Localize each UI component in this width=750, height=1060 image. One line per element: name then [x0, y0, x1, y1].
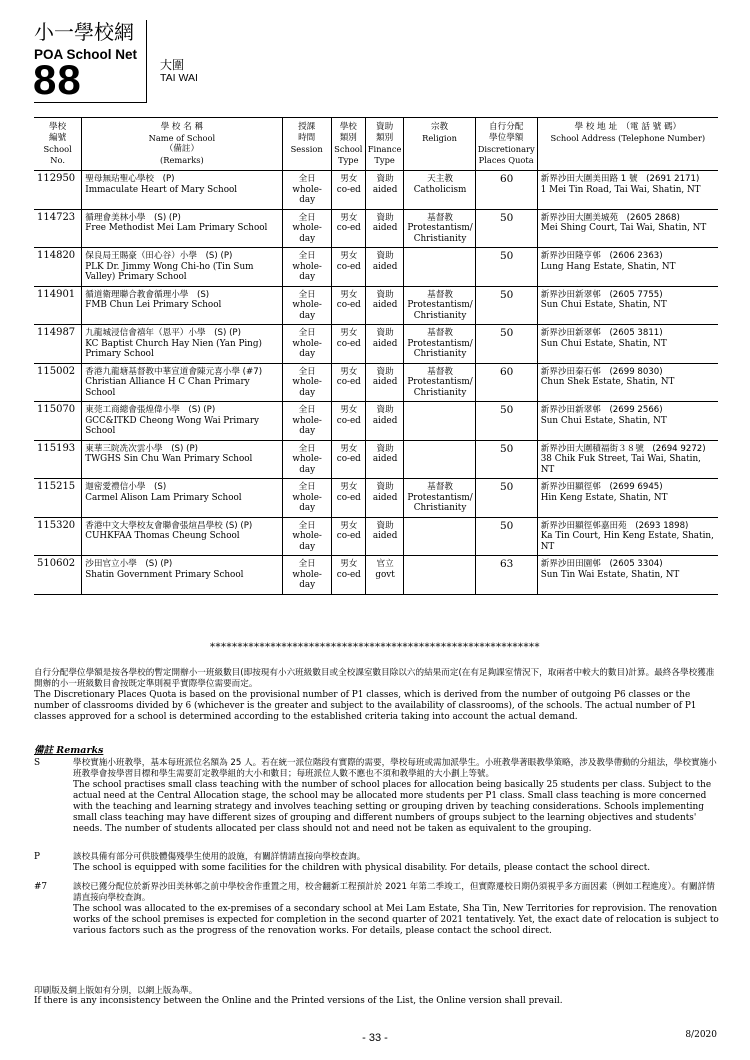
- session-en: whole-day: [292, 415, 322, 436]
- remark-7: [34, 882, 720, 937]
- school-code: 115215: [34, 479, 82, 518]
- places-quota: 50: [475, 440, 537, 479]
- school-table: [34, 117, 718, 595]
- school-name-en: CUHKFAA Thomas Cheung School: [85, 531, 240, 541]
- session: [282, 479, 331, 518]
- school-name-en: Shatin Government Primary School: [85, 569, 244, 580]
- religion: [404, 171, 475, 210]
- religion-en: Protestantism/ Christianity: [407, 338, 473, 359]
- address-zh: 新界沙田新翠邨 (2605 3811): [540, 328, 663, 338]
- address-en: Lung Hang Estate, Shatin, NT: [540, 261, 676, 272]
- places-quota: 50: [475, 517, 537, 556]
- finance-type: [365, 171, 404, 210]
- remark-text-en: The school is equipped with some facilities for the children with physical disability. For details, please contact the school direct.: [73, 863, 651, 873]
- page-title-zh: 小一學校網: [34, 20, 134, 44]
- places-quota: 50: [475, 479, 537, 518]
- school-type: [331, 556, 365, 595]
- session-zh: 全日: [298, 520, 316, 531]
- table-row: [34, 440, 718, 479]
- col-header-finance: 資助 類別 Finance Type: [365, 118, 404, 171]
- finance-type-zh: 資助: [376, 328, 394, 338]
- table-row: [34, 286, 718, 325]
- school-type-en: co-ed: [336, 261, 361, 272]
- table-row: [34, 556, 718, 595]
- address-zh: 新界沙田顯徑邨嘉田苑 (2693 1898): [540, 520, 689, 531]
- finance-type-zh: 官立: [376, 559, 394, 569]
- address-en: Sun Chui Estate, Shatin, NT: [540, 300, 667, 310]
- session: [282, 440, 331, 479]
- school-name-zh: 香港九龍塘基督教中華宣道會陳元喜小學 (#7): [85, 366, 263, 377]
- school-code: 114987: [34, 325, 82, 364]
- school-type-en: co-ed: [336, 223, 361, 233]
- religion: [404, 325, 475, 364]
- address-zh: 新界沙田大圍美城苑 (2605 2868): [540, 212, 680, 223]
- col-header-code: 學校 編號 School No.: [34, 118, 82, 171]
- remark-text-zh: 該校具備有部分可供肢體傷殘學生使用的設施，有關詳情請直接向學校查詢。: [73, 852, 366, 862]
- address-zh: 新界沙田秦石邨 (2699 8030): [540, 366, 663, 377]
- school-address: [537, 171, 718, 210]
- finance-type: [365, 440, 404, 479]
- finance-type: [365, 286, 404, 325]
- finance-type-en: aided: [372, 454, 398, 464]
- remark-key: #7: [34, 882, 48, 892]
- school-name: [82, 556, 282, 595]
- school-type: [331, 440, 365, 479]
- col-header-session: 授課 時間 Session: [282, 118, 331, 171]
- table-row: [34, 363, 718, 402]
- address-en: Hin Keng Estate, Shatin, NT: [540, 492, 668, 503]
- finance-type-zh: 資助: [376, 482, 394, 492]
- school-type-zh: 男女: [340, 366, 358, 377]
- religion: [404, 363, 475, 402]
- table-row: [34, 402, 718, 441]
- places-quota: 50: [475, 402, 537, 441]
- school-type-zh: 男女: [340, 251, 358, 261]
- school-name: [82, 402, 282, 441]
- remark-s: [34, 758, 720, 835]
- address-zh: 新界沙田大圍美田路 1 號 (2691 2171): [540, 174, 700, 184]
- finance-type-zh: 資助: [376, 443, 394, 454]
- col-header-religion: 宗教 Religion: [404, 118, 475, 171]
- school-type: [331, 248, 365, 287]
- religion: [404, 248, 475, 287]
- school-type: [331, 402, 365, 441]
- school-name-en: GCC&ITKD Cheong Wong Wai Primary School: [85, 415, 260, 436]
- finance-type-zh: 資助: [376, 405, 394, 415]
- school-name: [82, 209, 282, 248]
- finance-type-en: aided: [372, 223, 398, 233]
- session-en: whole-day: [292, 454, 322, 475]
- table-row: [34, 517, 718, 556]
- session-en: whole-day: [292, 377, 322, 398]
- school-type: [331, 171, 365, 210]
- finance-type-en: aided: [372, 184, 398, 195]
- print-date: 8/2020: [685, 1030, 717, 1040]
- address-en: Chun Shek Estate, Shatin, NT: [540, 377, 675, 387]
- school-type: [331, 209, 365, 248]
- school-type: [331, 517, 365, 556]
- school-type-en: co-ed: [336, 492, 361, 503]
- session-zh: 全日: [298, 212, 316, 223]
- school-address: [537, 248, 718, 287]
- finance-type: [365, 556, 404, 595]
- school-type: [331, 325, 365, 364]
- school-type-zh: 男女: [340, 559, 358, 569]
- col-header-name: 學 校 名 稱 Name of School （備註） (Remarks): [82, 118, 282, 171]
- school-name-zh: 沙田官立小學 (S) (P): [85, 559, 173, 569]
- table-row: [34, 325, 718, 364]
- remark-text-en: The school practises small class teaching with the number of school places for allocation being basically 25 students per class. Subject to the actual need at the Central Allocation stage, the school may be allocated more students per P1 class. Small class teaching is more concerned with the teaching and learning strategy and involves teaching setting or grouping driven by teaching considerations. Schools implementing small class teaching may have different sizes of grouping and different numbers of groups subject to the learning objectives and students' needs. The number of students allocated per class should not and need not be taken as equivalent to the grouping.: [73, 780, 712, 834]
- school-name-zh: 香港中文大學校友會聯會張煊昌學校 (S) (P): [85, 520, 253, 531]
- finance-type-zh: 資助: [376, 289, 394, 300]
- finance-type: [365, 325, 404, 364]
- col-header-school-type: 學校 類別 School Type: [331, 118, 365, 171]
- religion-en: Protestantism/ Christianity: [407, 492, 473, 513]
- school-name-en: Immaculate Heart of Mary School: [85, 184, 238, 195]
- finance-type-en: govt: [375, 569, 395, 580]
- school-name-en: Carmel Alison Lam Primary School: [85, 492, 242, 503]
- session: [282, 363, 331, 402]
- school-type-en: co-ed: [336, 415, 361, 426]
- footer-note-zh: 印刷版及網上版如有分別，以網上版為準。: [34, 986, 198, 996]
- session-en: whole-day: [292, 531, 322, 552]
- school-code: 112950: [34, 171, 82, 210]
- school-address: [537, 440, 718, 479]
- session-zh: 全日: [298, 289, 316, 300]
- session-zh: 全日: [298, 328, 316, 338]
- address-en: Sun Chui Estate, Shatin, NT: [540, 415, 667, 426]
- session-en: whole-day: [292, 338, 322, 359]
- session-en: whole-day: [292, 184, 322, 205]
- session: [282, 209, 331, 248]
- remark-key: S: [34, 758, 41, 768]
- address-en: 38 Chik Fuk Street, Tai Wai, Shatin, NT: [540, 454, 701, 475]
- session-zh: 全日: [298, 405, 316, 415]
- school-type-en: co-ed: [336, 569, 361, 580]
- school-name-en: PLK Dr. Jimmy Wong Chi-ho (Tin Sum Valley) Primary School: [85, 261, 254, 282]
- school-type-zh: 男女: [340, 289, 358, 300]
- school-type-zh: 男女: [340, 443, 358, 454]
- school-type: [331, 479, 365, 518]
- religion-zh: 基督教: [427, 328, 453, 338]
- remark-p: [34, 852, 720, 874]
- finance-type: [365, 209, 404, 248]
- school-name-en: Christian Alliance H C Chan Primary School: [85, 377, 250, 398]
- session: [282, 286, 331, 325]
- school-name: [82, 171, 282, 210]
- school-address: [537, 325, 718, 364]
- remark-text-zh: 該校已獲分配位於新界沙田美林邨之前中學校舍作重置之用，校舍翻新工程預計於 2021 年第二季竣工，但實際遷校日期仍須視乎多方面因素（例如工程進度）。有關詳情請直接向學校查詢。: [73, 882, 715, 903]
- school-code: 114820: [34, 248, 82, 287]
- session: [282, 402, 331, 441]
- session-zh: 全日: [298, 443, 316, 454]
- table-header-row: [34, 118, 718, 171]
- school-address: [537, 517, 718, 556]
- finance-type-en: aided: [372, 492, 398, 503]
- school-address: [537, 363, 718, 402]
- table-row: [34, 209, 718, 248]
- school-name: [82, 286, 282, 325]
- session: [282, 325, 331, 364]
- school-name-zh: 九龍城浸信會禧年（恩平）小學 (S) (P): [85, 328, 241, 338]
- remark-key: P: [34, 852, 40, 862]
- school-type-zh: 男女: [340, 405, 358, 415]
- religion: [404, 402, 475, 441]
- school-name-zh: 循道衛理聯合教會循理小學 (S): [85, 289, 210, 300]
- footer-note-en: If there is any inconsistency between the Online and the Printed versions of the List, the Online version shall prevail.: [34, 996, 563, 1006]
- school-type-zh: 男女: [340, 174, 358, 184]
- school-address: [537, 479, 718, 518]
- remark-text-en: The school was allocated to the ex-premises of a secondary school at Mei Lam Estate, Sha Tin, New Territories for reprovision. The renovation works of the school premises is expected for completion in the second quarter of 2021 tentatively. Yet, the exact date of relocation is subject to various factors such as the progress of the renovation works. For details, please contact the school direct.: [73, 904, 719, 936]
- places-quota: 60: [475, 363, 537, 402]
- religion: [404, 440, 475, 479]
- session-en: whole-day: [292, 300, 322, 321]
- finance-type-en: aided: [372, 377, 398, 387]
- school-name-en: Free Methodist Mei Lam Primary School: [85, 223, 268, 233]
- session-zh: 全日: [298, 559, 316, 569]
- school-type-zh: 男女: [340, 328, 358, 338]
- school-type-en: co-ed: [336, 454, 361, 464]
- school-type: [331, 286, 365, 325]
- school-name-zh: 保良局王賜豪（田心谷）小學 (S) (P): [85, 251, 233, 261]
- session-en: whole-day: [292, 223, 322, 244]
- finance-type: [365, 479, 404, 518]
- religion-en: Catholicism: [413, 184, 467, 195]
- district-name-zh: 大圍: [160, 58, 185, 72]
- school-address: [537, 209, 718, 248]
- session-en: whole-day: [292, 569, 322, 590]
- page-title-en: POA School Net: [34, 47, 138, 62]
- session: [282, 171, 331, 210]
- address-en: Sun Chui Estate, Shatin, NT: [540, 338, 667, 349]
- places-quota: 50: [475, 286, 537, 325]
- religion: [404, 517, 475, 556]
- religion-zh: 基督教: [427, 289, 453, 300]
- finance-type: [365, 248, 404, 287]
- finance-type: [365, 402, 404, 441]
- discretionary-note: [34, 668, 720, 723]
- school-name: [82, 479, 282, 518]
- table-row: [34, 479, 718, 518]
- school-name: [82, 517, 282, 556]
- school-type-en: co-ed: [336, 531, 361, 541]
- page-number: - 33 -: [362, 1032, 388, 1044]
- finance-type-en: aided: [372, 338, 398, 349]
- religion: [404, 286, 475, 325]
- school-code: 114723: [34, 209, 82, 248]
- address-zh: 新界沙田田園邨 (2605 3304): [540, 559, 663, 569]
- religion-en: Protestantism/ Christianity: [407, 300, 473, 321]
- school-name: [82, 325, 282, 364]
- religion-en: Protestantism/ Christianity: [407, 223, 473, 244]
- finance-type: [365, 363, 404, 402]
- session-zh: 全日: [298, 174, 316, 184]
- finance-type-en: aided: [372, 415, 398, 426]
- religion: [404, 479, 475, 518]
- address-zh: 新界沙田隆亨邨 (2606 2363): [540, 251, 663, 261]
- table-row: [34, 248, 718, 287]
- remark-text-zh: 學校實施小班教學，基本每班派位名額為 25 人。若在統一派位階段有實際的需要，學校每班或需加派學生。小班教學著眼教學策略，涉及教學帶動的分組法，學校實施小班教學會按學習目標和學生需要訂定教學組的大小和數目；每班派位人數不應也不須和教學組的大小劃上等號。: [73, 758, 717, 779]
- finance-type-zh: 資助: [376, 366, 394, 377]
- religion-en: Protestantism/ Christianity: [407, 377, 473, 398]
- session-en: whole-day: [292, 492, 322, 513]
- session-en: whole-day: [292, 261, 322, 282]
- address-zh: 新界沙田大圍積福街３８號 (2694 9272): [540, 443, 706, 454]
- school-name: [82, 440, 282, 479]
- remarks-heading: 備註 Remarks: [34, 745, 104, 756]
- school-code: 114901: [34, 286, 82, 325]
- school-type-en: co-ed: [336, 377, 361, 387]
- school-name-en: TWGHS Sin Chu Wan Primary School: [85, 454, 253, 464]
- finance-type: [365, 517, 404, 556]
- session-zh: 全日: [298, 366, 316, 377]
- school-name-zh: 東莞工商總會張煌偉小學 (S) (P): [85, 405, 216, 415]
- school-code: 115320: [34, 517, 82, 556]
- school-net-number: 88: [33, 56, 82, 103]
- session: [282, 517, 331, 556]
- school-type-en: co-ed: [336, 338, 361, 349]
- school-type-zh: 男女: [340, 520, 358, 531]
- session-zh: 全日: [298, 482, 316, 492]
- school-type-zh: 男女: [340, 212, 358, 223]
- school-name: [82, 248, 282, 287]
- address-en: Ka Tin Court, Hin Keng Estate, Shatin, NT: [540, 531, 714, 552]
- school-code: 115193: [34, 440, 82, 479]
- table-row: [34, 171, 718, 210]
- address-en: Mei Shing Court, Tai Wai, Shatin, NT: [540, 223, 707, 233]
- session: [282, 556, 331, 595]
- school-address: [537, 286, 718, 325]
- school-type-en: co-ed: [336, 300, 361, 310]
- session-zh: 全日: [298, 251, 316, 261]
- district-name-en: TAI WAI: [160, 72, 198, 84]
- religion-zh: 基督教: [427, 366, 453, 377]
- places-quota: 50: [475, 209, 537, 248]
- school-type: [331, 363, 365, 402]
- discretionary-note-en: The Discretionary Places Quota is based on the provisional number of P1 classes, which is derived from the number of outgoing P6 classes or the number of classrooms divided by 6 (whichever is the greater and subject to the availability of classrooms), of the schools. The actual number of P1 classes approved for a school is determined according to the established criteria taking into account the actual demand.: [34, 690, 697, 722]
- school-name: [82, 363, 282, 402]
- school-name-zh: 聖母無玷聖心學校 (P): [85, 174, 175, 184]
- school-address: [537, 556, 718, 595]
- school-type-en: co-ed: [336, 184, 361, 195]
- school-type-zh: 男女: [340, 482, 358, 492]
- school-code: 115070: [34, 402, 82, 441]
- school-address: [537, 402, 718, 441]
- finance-type-zh: 資助: [376, 251, 394, 261]
- col-header-quota: 自行分配 學位學額 Discretionary Places Quota: [475, 118, 537, 171]
- finance-type-zh: 資助: [376, 520, 394, 531]
- school-name-en: FMB Chun Lei Primary School: [85, 300, 222, 310]
- religion-zh: 天主教: [427, 174, 453, 184]
- finance-type-en: aided: [372, 531, 398, 541]
- address-zh: 新界沙田顯徑邨 (2699 6945): [540, 482, 663, 492]
- address-zh: 新界沙田新翠邨 (2699 2566): [540, 405, 663, 415]
- address-en: Sun Tin Wai Estate, Shatin, NT: [540, 569, 680, 580]
- religion: [404, 556, 475, 595]
- address-en: 1 Mei Tin Road, Tai Wai, Shatin, NT: [540, 184, 701, 195]
- finance-type-zh: 資助: [376, 174, 394, 184]
- religion-zh: 基督教: [427, 212, 453, 223]
- places-quota: 50: [475, 325, 537, 364]
- col-header-address: 學 校 地 址 （電 話 號 碼） School Address (Telephone Number): [537, 118, 718, 171]
- school-name-zh: 循理會美林小學 (S) (P): [85, 212, 181, 223]
- school-name-en: KC Baptist Church Hay Nien (Yan Ping) Primary School: [85, 338, 262, 359]
- places-quota: 60: [475, 171, 537, 210]
- school-code: 115002: [34, 363, 82, 402]
- separator-stars: ************************************************************: [210, 642, 540, 653]
- discretionary-note-zh: 自行分配學位學額是按各學校的暫定開辦小一班級數目(即按現有小六班級數目或全校課室數目除以六的結果而定(在有足夠課室情況下，取兩者中較大的數目)計算。最終各學校獲准開辦的小一班級數目會按既定準則視乎實際學位需要而定。: [34, 668, 715, 689]
- session: [282, 248, 331, 287]
- school-name-zh: 迦密愛禮信小學 (S): [85, 482, 167, 492]
- religion-zh: 基督教: [427, 482, 453, 492]
- address-zh: 新界沙田新翠邨 (2605 7755): [540, 289, 663, 300]
- finance-type-en: aided: [372, 261, 398, 272]
- places-quota: 50: [475, 248, 537, 287]
- religion: [404, 209, 475, 248]
- places-quota: 63: [475, 556, 537, 595]
- school-code: 510602: [34, 556, 82, 595]
- school-name-zh: 東華三院冼次雲小學 (S) (P): [85, 443, 198, 454]
- finance-type-en: aided: [372, 300, 398, 310]
- finance-type-zh: 資助: [376, 212, 394, 223]
